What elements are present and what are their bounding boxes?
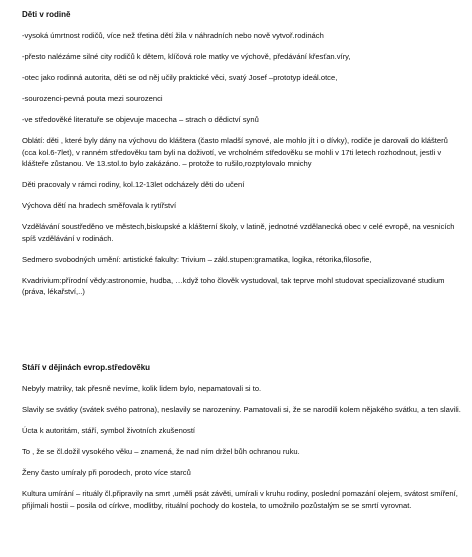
section-old-age	[22, 362, 462, 520]
section-heading: Děti v rodině	[22, 10, 71, 19]
paragraph: -vysoká úmrtnost rodičů, více než třetina dětí žila v náhradních nebo nově vytvoř.rodinách	[22, 30, 324, 40]
paragraph: Úcta k autoritám, stáří, symbol životních zkušeností	[22, 425, 196, 435]
paragraph: -přesto nalézáme silné city rodičů k dětem, klíčová role matky ve výchově, předávání křesťan.víry,	[22, 51, 351, 61]
section-children-in-family	[22, 9, 462, 307]
paragraph: Ženy často umíraly při porodech, proto více starců	[22, 467, 191, 477]
paragraph: Slavily se svátky (svátek svého patrona), neslavily se narozeniny. Pamatovali si, že se narodili kolem nějakého svátku, a ten slavili.	[22, 404, 461, 414]
paragraph: Kultura umírání – rituály čl.připravily na smrt ,uměli psát závěti, umírali v kruhu rodiny, poslední pomazání olejem, svátost smíření, přijímali hostii – posila od církve, modlitby, rituální pochody do kostela, to umožnilo pozůstalým se se smrtí vyrovnat.	[22, 488, 458, 510]
section-heading: Stáří v dějinách evrop.středověku	[22, 363, 151, 372]
paragraph: -otec jako rodinná autorita, děti se od něj učily praktické věci, svatý Josef –prototyp ideál.otce,	[22, 72, 338, 82]
paragraph: -sourozenci-pevná pouta mezi sourozenci	[22, 93, 163, 103]
paragraph: -ve středověké literatuře se objevuje macecha – strach o dědictví synů	[22, 114, 259, 124]
paragraph: Děti pracovaly v rámci rodiny, kol.12-13let odcházely děti do učení	[22, 180, 245, 190]
paragraph: Kvadrivium:přírodní vědy:astronomie, hudba, …když toho člověk vystudoval, tak teprve mohl studovat specializované studium (práva, lékařství,..)	[22, 275, 445, 297]
paragraph: Nebyly matriky, tak přesně nevíme, kolik lidem bylo, nepamatovali si to.	[22, 383, 262, 393]
paragraph: Sedmero svobodných umění: artistické fakulty: Trivium – zákl.stupen:gramatika, logika, rétorika,filosofie,	[22, 254, 372, 264]
paragraph: Vzdělávání soustředěno ve městech,biskupské a klášterní školy, v latině, jednotné vzdělanecká obec v celé evropě, na vesnicích spíš vzdělávání v rodinách.	[22, 222, 455, 243]
paragraph: Výchova dětí na hradech směřovala k rytířství	[22, 201, 177, 211]
paragraph: Oblátí: děti , které byly dány na výchovu do kláštera (často mladší synové, ale mohlo jít i o dívky), rodiče je darovali do klášterů (cca kol.6-7let), v ranném středověku tam byli na doživotí, ve vrcholném středověku se mohli v 17ti letech rozhodnout, jestli v klášteře zůstanou. Ve 13.stol.to bylo zakázáno. – protože to rušilo,rozptylovalo mnichy	[22, 135, 448, 169]
paragraph: To , že se čl.dožil vysokého věku – znamená, že nad ním držel bůh ochranou ruku.	[22, 446, 300, 456]
